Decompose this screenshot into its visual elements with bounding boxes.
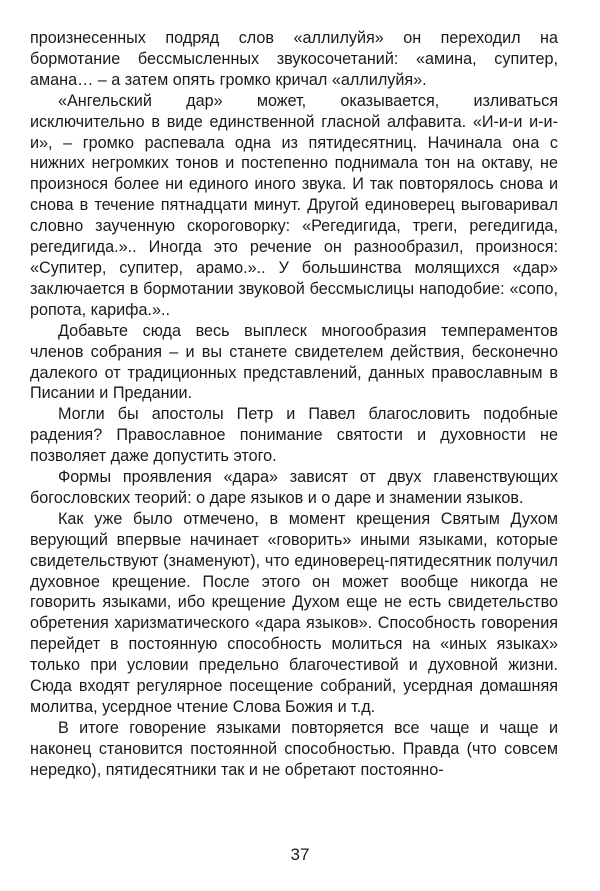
paragraph-7: В итоге говорение языками повторяется все чаще и чаще и наконец становится постоянной способностью. Правда (что совсем нередко), пятидесятники так и не обретают постоянно- bbox=[30, 718, 558, 779]
paragraph-6: Как уже было отмечено, в момент крещения Святым Духом верующий впервые начинает «говорить» иными языками, которые свидетельствуют (знаменуют), что единоверец-пятидесятник получил духовное крещение. После этого он может вообще никогда не говорить языками, ибо крещение Духом еще не есть свидетельство обретения харизматического «дара языков». Способность говорения перейдет в постоянную способность молиться на «иных языках» только при условии предельно благочестивой и духовной жизни. Сюда входят регулярное посещение собраний, усердная домашняя молитва, усердное чтение Слова Божия и т.д. bbox=[30, 509, 558, 716]
paragraph-4: Могли бы апостолы Петр и Павел благословить подобные радения? Православное понимание святости и духовности не позволяет даже допустить этого. bbox=[30, 405, 558, 466]
page-number: 37 bbox=[290, 845, 310, 864]
page-body bbox=[30, 28, 558, 781]
paragraph-1: произнесенных подряд слов «аллилуйя» он переходил на бормотание бессмысленных звукосочетаний: «амина, супитер, амана… – а затем опять громко кричал «аллилуйя». bbox=[30, 29, 558, 89]
paragraph-3: Добавьте сюда весь выплеск многообразия темпераментов членов собрания – и вы станете свидетелем действия, бесконечно далекого от традиционных представлений, данных православным в Писании и Предании. bbox=[30, 321, 558, 403]
paragraph-2: «Ангельский дар» может, оказывается, изливаться исключительно в виде единственной гласной алфавита. «И-и-и и-и-и», – громко распевала одна из пятидесятниц. Начинала она с нижних негромких тонов и постепенно поднимала тон на октаву, не произнося более ни единого иного звука. И так повторялось снова и снова в течение пятнадцати минут. Другой единоверец выговаривал словно заученную скороговорку: «Регедигида, треги, регедигида, регедигида.».. Иногда это речение он разнообразил, произнося: «Супитер, супитер, арамо.».. У большинства молящихся «дар» заключается в бормотании звуковой бессмыслицы наподобие: «сопо, ропота, карифа.».. bbox=[30, 91, 558, 319]
paragraph-5: Формы проявления «дара» зависят от двух главенствующих богословских теорий: о даре языков и о даре и знамении языков. bbox=[30, 468, 558, 507]
